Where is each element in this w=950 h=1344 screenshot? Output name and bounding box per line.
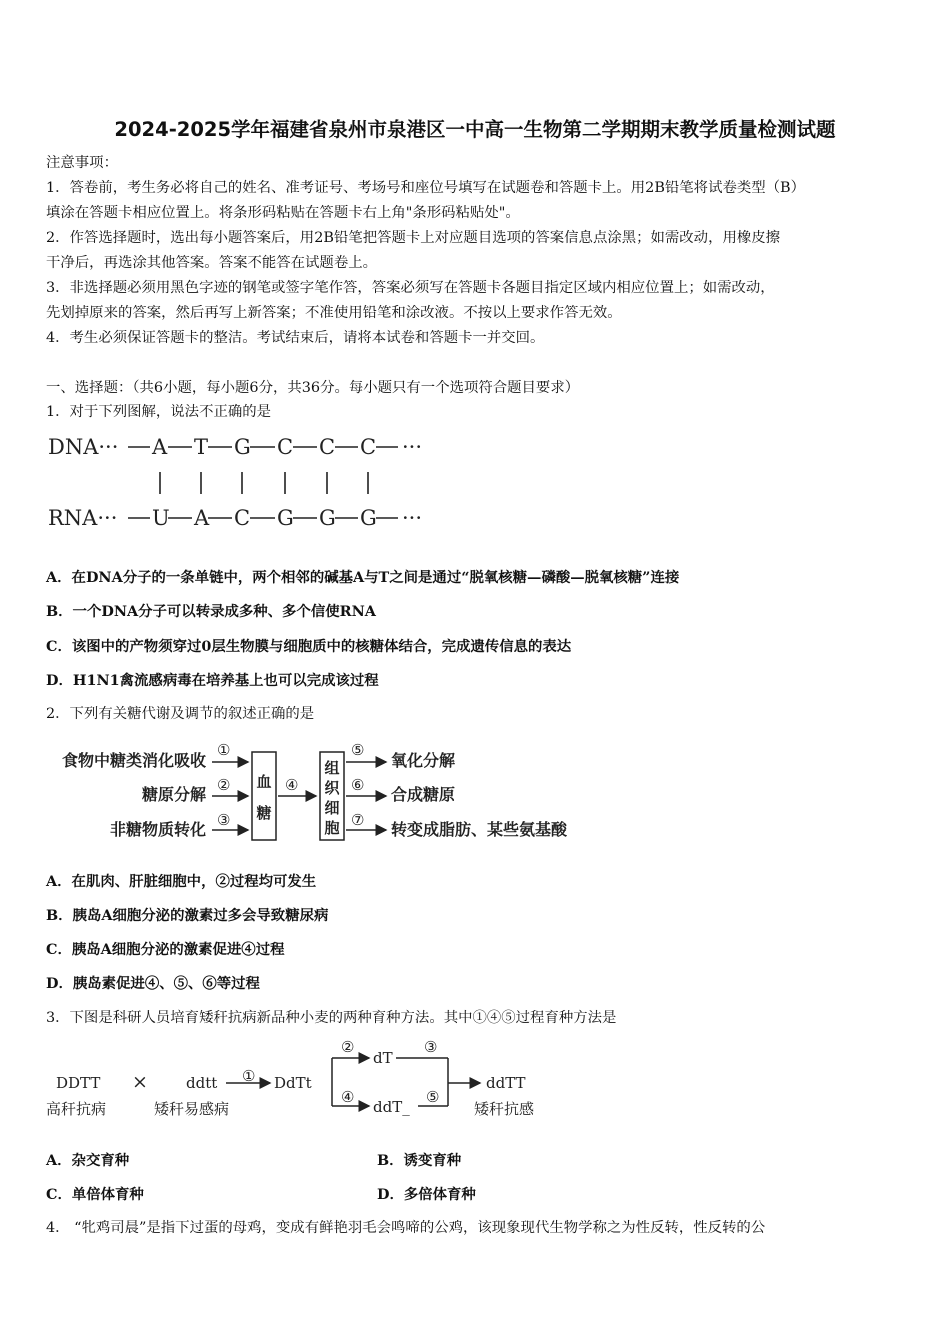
q2-option-c: C．胰岛A细胞分泌的激素促进④过程 [46,941,285,958]
outcome-label: 氧化分解 [391,751,456,770]
dna-base: A [152,435,168,459]
step-mark: ⑤ [351,741,365,759]
notice-line: 2．作答选择题时，选出每小题答案后，用2B铅笔把答题卡上对应题目选项的答案信息点涂黑；如需改动，用橡皮擦 [46,230,781,246]
blood-sugar-box [252,752,276,840]
step-mark: ③ [217,811,231,829]
step-mark: ④ [285,776,299,794]
question-1-stem: 1．对于下列图解，说法不正确的是 [46,404,272,420]
step-mark: ② [341,1038,355,1056]
rna-base: A [194,506,210,530]
breeding-methods-figure [46,1036,566,1124]
step-mark: ⑥ [351,776,365,794]
outcome-label: 合成糖原 [391,785,456,804]
rna-base: G [277,506,294,530]
q2-option-b: B．胰岛A细胞分泌的激素过多会导致糖尿病 [46,907,329,924]
tissue-box-char: 组 [324,759,340,777]
source-label: 食物中糖类消化吸收 [61,751,206,770]
parent1-phenotype: 高秆抗病 [46,1100,107,1118]
tissue-box-char: 细 [324,799,340,817]
question-3-stem: 3．下图是科研人员培育矮秆抗病新品种小麦的两种育种方法。其中①④⑤过程育种方法是 [46,1010,617,1026]
notice-line: 1．答卷前，考生务必将自己的姓名、准考证号、考场号和座位号填写在试题卷和答题卡上。用2B铅笔将试卷类型（B） [46,180,805,196]
dna-label: DNA··· [48,435,119,459]
source-label: 糖原分解 [141,785,206,804]
q1-option-b: B．一个DNA分子可以转录成多种、多个信使RNA [46,603,376,620]
parent1-genotype: DDTT [56,1074,101,1092]
parent2-genotype: ddtt [186,1074,218,1092]
question-4-stem: 4． “牝鸡司晨”是指下过蛋的母鸡，变成有鲜艳羽毛会鸣啼的公鸡，该现象现代生物学称之为性反转，性反转的公 [46,1220,766,1236]
rna-base: U [152,506,170,530]
q3-option-c: C．单倍体育种 [46,1186,144,1203]
notice-heading: 注意事项： [46,155,118,171]
rna-base: G [319,506,336,530]
step-mark: ③ [424,1038,438,1056]
glucose-metabolism-figure [46,738,606,846]
q1-option-c: C．该图中的产物须穿过0层生物膜与细胞质中的核糖体结合，完成遗传信息的表达 [46,638,572,655]
source-label: 非糖物质转化 [109,820,206,839]
blood-box-char: 血 [256,773,272,791]
notice-line: 填涂在答题卡相应位置上。将条形码粘贴在答题卡右上角"条形码粘贴处"。 [46,205,520,221]
page-title: 2024-2025学年福建省泉州市泉港区一中高一生物第二学期期末教学质量检测试题 [114,118,836,141]
result-phenotype: 矮秆抗感 [474,1100,535,1118]
dna-rna-figure [46,430,446,535]
step-mark: ① [217,741,231,759]
outcome-label: 转变成脂肪、某些氨基酸 [391,820,568,839]
notice-line: 干净后，再选涂其他答案。答案不能答在试题卷上。 [46,255,377,271]
q3-option-a: A．杂交育种 [46,1152,130,1169]
dna-tail: ··· [402,435,423,459]
result-genotype: ddTT [486,1074,526,1092]
tissue-box-char: 织 [324,779,340,797]
q1-option-d: D．H1N1禽流感病毒在培养基上也可以完成该过程 [46,672,379,689]
rna-base: C [234,506,251,530]
step-mark: ① [242,1067,256,1085]
step-mark: ② [217,776,231,794]
rna-base: G [360,506,377,530]
step-mark: ④ [341,1088,355,1106]
q1-option-a: A．在DNA分子的一条单链中，两个相邻的碱基A与T之间是通过“脱氧核糖—磷酸—脱氧核糖”连接 [46,569,680,586]
dna-base: C [360,435,377,459]
step-mark: ⑦ [351,811,365,829]
upper-genotype: dT [373,1049,393,1067]
f1-genotype: DdTt [274,1074,312,1092]
section-heading: 一、选择题：（共6小题，每小题6分，共36分。每小题只有一个选项符合题目要求） [46,380,580,396]
lower-genotype: ddT_ [373,1098,410,1116]
tissue-box-char: 胞 [324,819,340,837]
q2-option-a: A．在肌肉、肝脏细胞中，②过程均可发生 [46,873,317,890]
dna-base: C [319,435,336,459]
q3-option-d: D．多倍体育种 [377,1186,476,1203]
notice-line: 4．考生必须保证答题卡的整洁。考试结束后，请将本试卷和答题卡一并交回。 [46,330,545,346]
blood-box-char: 糖 [256,804,272,822]
question-2-stem: 2．下列有关糖代谢及调节的叙述正确的是 [46,706,315,722]
q3-option-b: B．诱变育种 [377,1152,462,1169]
dna-base: C [277,435,294,459]
notice-line: 先划掉原来的答案，然后再写上新答案；不准使用铅笔和涂改液。不按以上要求作答无效。 [46,305,622,321]
step-mark: ⑤ [426,1088,440,1106]
notice-line: 3．非选择题必须用黑色字迹的钢笔或签字笔作答，答案必须写在答题卡各题目指定区域内相应位置上；如需改动， [46,280,775,296]
rna-label: RNA··· [48,506,118,530]
q2-option-d: D．胰岛素促进④、⑤、⑥等过程 [46,975,260,992]
dna-base: T [194,435,209,459]
rna-tail: ··· [402,506,423,530]
parent2-phenotype: 矮秆易感病 [154,1100,230,1118]
cross-symbol: × [132,1071,148,1093]
dna-base: G [234,435,251,459]
